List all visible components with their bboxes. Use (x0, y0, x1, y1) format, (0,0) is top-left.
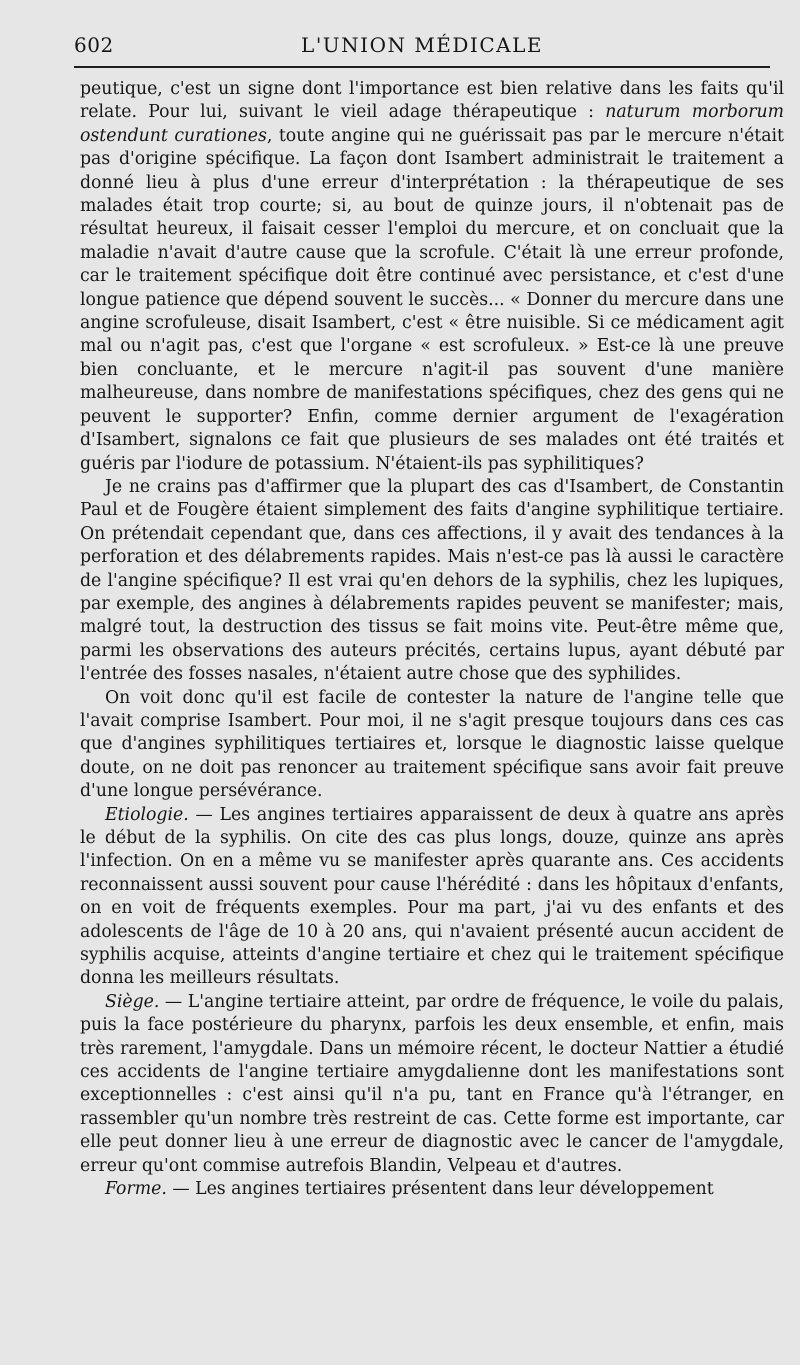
header-rule (74, 66, 770, 68)
body-paragraph (80, 1178, 784, 1201)
paragraph-text: — Les angines tertiaires apparaissent de deux à quatre ans après le début de la syphilis. On cite des cas plus longs, douze, quinze ans après l'infection. On en a même vu se manifester après quarante ans. Ces accidents reconnaissent aussi souvent pour cause l'hérédité : dans les hôpitaux d'enfants, on en voit de fréquents exemples. Pour ma part, j'ai vu des enfants et des adolescents de l'âge de 10 à 20 ans, qui n'avaient présenté aucun accident de syphilis acquise, atteints d'angine tertiaire et chez qui le traitement spécifique donna les meilleurs résultats. (80, 804, 784, 989)
paragraph-text: Je ne crains pas d'affirmer que la plupart des cas d'Isambert, de Constantin Paul et de Fougère étaient simplement des faits d'angine syphilitique tertiaire. On prétendait cependant que, dans ces affections, il y avait des tendances à la perforation et des délabrements rapides. Mais n'est-ce pas là aussi le caractère de l'angine spécifique? Il est vrai qu'en dehors de la syphilis, chez les lupiques, par exemple, des angines à délabrements rapides peuvent se manifester; mais, malgré tout, la destruction des tissus se fait moins vite. Peut-être même que, parmi les observations des auteurs précités, certains lupus, ayant débuté par l'entrée des fosses nasales, n'étaient autre chose que des syphilides. (80, 476, 784, 685)
paragraph-text: peutique, c'est un signe dont l'importance est bien relative dans les faits qu'il relate. Pour lui, suivant le vieil adage thérapeutique : (80, 79, 784, 123)
body-paragraph (80, 804, 784, 991)
italic-text: naturum morborum ostendunt curationes (80, 102, 784, 146)
italic-text: Forme. (105, 1179, 167, 1200)
body-paragraph (80, 78, 784, 476)
paragraph-text: , toute angine qui ne guérissait pas par le mercure n'était pas d'origine spécifique. La façon dont Isambert administrait le traitement a donné lieu à plus d'une erreur d'interprétation : la thérapeutique de ses malades était trop courte; si, au bout de quinze jours, il n'obtenait pas de résultat heureux, il faisait cesser l'emploi du mercure, et on concluait que la maladie n'avait d'autre cause que la scrofule. C'était là une erreur profonde, car le traitement spécifique doit être continué avec persistance, et c'est d'une longue patience que dépend souvent le succès... « Donner du mercure dans une angine scrofuleuse, disait Isambert, c'est « être nuisible. Si ce médicament agit mal ou n'agit pas, c'est que l'organe « est scrofuleux. » Est-ce là une preuve bien concluante, et le mercure n'agit-il pas souvent d'une manière malheureuse, dans nombre de manifestations spécifiques, chez des gens qui ne peuvent le supporter? Enfin, comme dernier argument de l'exagération d'Isambert, signalons ce fait que plusieurs de ses malades ont été traités et guéris par l'iodure de potassium. N'étaient-ils pas syphilitiques? (80, 125, 784, 474)
paragraph-text: On voit donc qu'il est facile de contester la nature de l'angine telle que l'avait comprise Isambert. Pour moi, il ne s'agit presque toujours dans ces cas que d'angines syphilitiques tertiaires et, lorsque le diagnostic laisse quelque doute, on ne doit pas renoncer au traitement spécifique sans avoir fait preuve d'une longue persévérance. (80, 687, 784, 802)
journal-title: L'UNION MÉDICALE (301, 33, 543, 57)
page-header (74, 30, 770, 70)
article-body (80, 78, 784, 1202)
italic-text: Siège. (105, 991, 160, 1012)
body-paragraph (80, 991, 784, 1178)
paragraph-text: — L'angine tertiaire atteint, par ordre de fréquence, le voile du palais, puis la face postérieure du pharynx, parfois les deux ensemble, et enfin, mais très rarement, l'amygdale. Dans un mémoire récent, le docteur Nattier a étudié ces accidents de l'angine tertiaire amygdalienne dont les manifestations sont exceptionnelles : c'est ainsi qu'il n'a pu, tant en France qu'à l'étranger, en rassembler qu'un nombre très restreint de cas. Cette forme est importante, car elle peut donner lieu à une erreur de diagnostic avec le cancer de l'amygdale, erreur qu'ont commise autrefois Blandin, Velpeau et d'autres. (80, 991, 784, 1176)
body-paragraph (80, 476, 784, 687)
body-paragraph (80, 687, 784, 804)
paragraph-text: — Les angines tertiaires présentent dans leur développement (166, 1179, 714, 1200)
italic-text: Etiologie. (105, 804, 189, 825)
page-number: 602 (74, 33, 114, 57)
